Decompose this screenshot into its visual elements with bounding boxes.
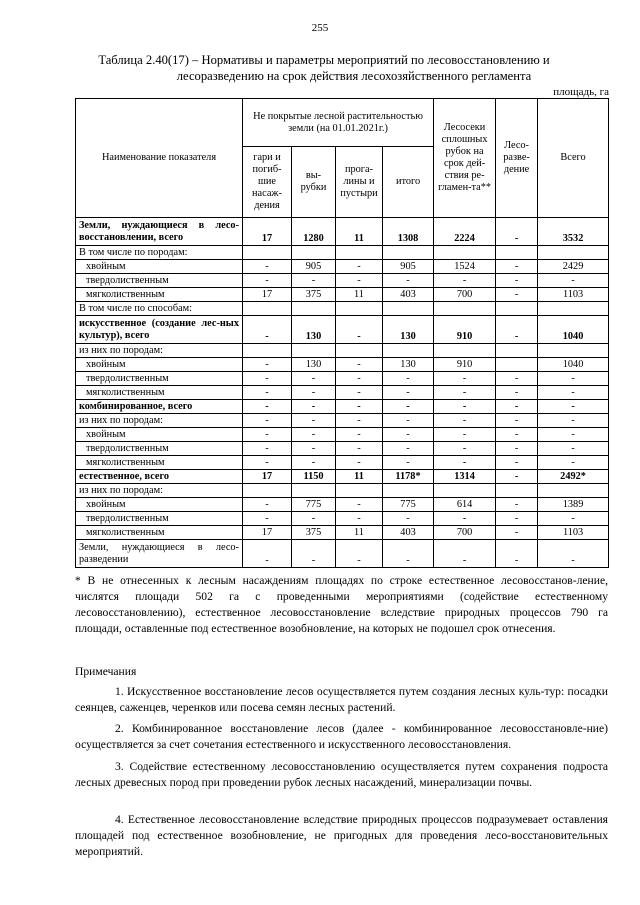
cell-value (292, 302, 336, 316)
cell-value: - (383, 512, 434, 526)
row-label: Земли, нуждающиеся в лесо-разведении (76, 540, 243, 568)
cell-value: 1308 (383, 218, 434, 246)
cell-value: - (496, 512, 538, 526)
cell-value: - (496, 400, 538, 414)
cell-value: 403 (383, 288, 434, 302)
cell-value: - (538, 414, 609, 428)
cell-value: 403 (383, 526, 434, 540)
table-row (76, 274, 609, 288)
cell-value: - (496, 372, 538, 386)
cell-value (383, 302, 434, 316)
cell-value: - (496, 428, 538, 442)
cell-value: 1150 (292, 470, 336, 484)
cell-value: - (496, 442, 538, 456)
table-row (76, 498, 609, 512)
cell-value: - (496, 260, 538, 274)
table-row (76, 246, 609, 260)
cell-value: - (243, 456, 292, 470)
cell-value (538, 484, 609, 498)
row-label: В том числе по способам: (76, 302, 243, 316)
cell-value: 1280 (292, 218, 336, 246)
table-row (76, 540, 609, 568)
cell-value: - (292, 414, 336, 428)
cell-value: - (383, 386, 434, 400)
cell-value: - (496, 540, 538, 568)
cell-value (496, 358, 538, 372)
cell-value: - (336, 400, 383, 414)
cell-value: 905 (292, 260, 336, 274)
cell-value (434, 302, 496, 316)
cell-value: - (434, 428, 496, 442)
cell-value: 775 (292, 498, 336, 512)
cell-value: 910 (434, 358, 496, 372)
cell-value: - (336, 260, 383, 274)
row-label: хвойным (76, 498, 243, 512)
cell-value (336, 246, 383, 260)
cell-value (496, 344, 538, 358)
cell-value: - (496, 274, 538, 288)
cell-value: 130 (292, 316, 336, 344)
cell-value (292, 246, 336, 260)
note-3: 3. Содействие естественному лесовосстановлению осуществляется путем сохранения подроста лесных древесных пород при проведении рубок лесных насаждений, минерализации почвы. (75, 760, 608, 789)
cell-value: - (434, 386, 496, 400)
table-row (76, 470, 609, 484)
cell-value: - (496, 316, 538, 344)
cell-value (434, 246, 496, 260)
row-label: Земли, нуждающиеся в лесо-восстановлении, всего (76, 218, 243, 246)
cell-value: - (383, 540, 434, 568)
cell-value: 11 (336, 470, 383, 484)
cell-value: - (538, 274, 609, 288)
cell-value: - (434, 512, 496, 526)
cell-value: - (336, 274, 383, 288)
cell-value: 1178* (383, 470, 434, 484)
table-row (76, 260, 609, 274)
cell-value: 2429 (538, 260, 609, 274)
cell-value: - (243, 540, 292, 568)
norms-table (75, 98, 609, 568)
cell-value (496, 302, 538, 316)
row-label: мягколиственным (76, 386, 243, 400)
table-row (76, 414, 609, 428)
cell-value (496, 246, 538, 260)
cell-value: - (243, 414, 292, 428)
cell-value: - (434, 540, 496, 568)
cell-value: - (292, 386, 336, 400)
cell-value: 905 (383, 260, 434, 274)
cell-value: 2224 (434, 218, 496, 246)
row-label: твердолиственным (76, 512, 243, 526)
notes-title: Примечания (75, 665, 137, 678)
note-1: 1. Искусственное восстановление лесов осуществляется путем создания лесных куль-тур: посадки сеянцев, саженцев, черенков или посева семян лесных растений. (75, 685, 608, 714)
cell-value (434, 344, 496, 358)
row-label: из них по породам: (76, 344, 243, 358)
table-row (76, 344, 609, 358)
cell-value (243, 302, 292, 316)
cell-value: 700 (434, 526, 496, 540)
cell-value: - (383, 400, 434, 414)
cell-value: - (496, 456, 538, 470)
row-label: твердолиственным (76, 442, 243, 456)
cell-value: 2492* (538, 470, 609, 484)
cell-value: - (538, 540, 609, 568)
cell-value: 11 (336, 218, 383, 246)
cell-value: - (538, 400, 609, 414)
caption-line-1: Таблица 2.40(17) – Нормативы и параметры мероприятий по лесовосстановлению и (98, 53, 550, 67)
cell-value: - (243, 260, 292, 274)
cell-value: - (292, 512, 336, 526)
cell-value: - (243, 274, 292, 288)
header-subtotal: итого (383, 147, 434, 218)
cell-value: - (336, 316, 383, 344)
cell-value: - (243, 512, 292, 526)
cell-value: - (538, 442, 609, 456)
header-burned: гари и погиб-шие насаж-дения (243, 147, 292, 218)
cell-value: 11 (336, 288, 383, 302)
table-row (76, 526, 609, 540)
row-label: искусственное (создание лес-ных культур), всего (76, 316, 243, 344)
cell-value: - (292, 400, 336, 414)
cell-value: - (243, 400, 292, 414)
cell-value: - (292, 456, 336, 470)
cell-value (538, 246, 609, 260)
table-row (76, 218, 609, 246)
cell-value: - (383, 372, 434, 386)
row-label: мягколиственным (76, 526, 243, 540)
cell-value: - (292, 274, 336, 288)
note-4: 4. Естественное лесовосстановление вследствие природных процессов подразумевает оставления площадей под естественное возобновление, не пригодных для проведения лесо-восстановительных мероприятий. (75, 813, 608, 858)
table-row (76, 456, 609, 470)
row-label: хвойным (76, 428, 243, 442)
cell-value (383, 246, 434, 260)
row-label: естественное, всего (76, 470, 243, 484)
row-label: из них по породам: (76, 484, 243, 498)
cell-value: - (538, 428, 609, 442)
cell-value: - (243, 498, 292, 512)
cell-value (538, 344, 609, 358)
cell-value: - (336, 372, 383, 386)
table-row (76, 428, 609, 442)
row-label: комбинированное, всего (76, 400, 243, 414)
cell-value (243, 484, 292, 498)
header-clearcuts: Лесосеки сплошных рубок на срок дей-ствия ре-гламен-та** (434, 99, 496, 218)
cell-value: - (383, 414, 434, 428)
header-gaps: прога-лины и пустыри (336, 147, 383, 218)
cell-value: 130 (383, 316, 434, 344)
header-cut: вы-рубки (292, 147, 336, 218)
cell-value: - (383, 442, 434, 456)
cell-value (434, 484, 496, 498)
cell-value: - (383, 456, 434, 470)
cell-value: - (538, 456, 609, 470)
cell-value: 700 (434, 288, 496, 302)
cell-value (336, 344, 383, 358)
page-number: 255 (311, 22, 329, 34)
cell-value (383, 344, 434, 358)
cell-value: - (434, 372, 496, 386)
cell-value: 1103 (538, 288, 609, 302)
cell-value: - (292, 372, 336, 386)
cell-value: 910 (434, 316, 496, 344)
cell-value (538, 302, 609, 316)
cell-value: - (336, 414, 383, 428)
cell-value: - (496, 386, 538, 400)
cell-value: - (292, 540, 336, 568)
cell-value: 375 (292, 526, 336, 540)
cell-value (243, 344, 292, 358)
table-row (76, 484, 609, 498)
note-2: 2. Комбинированное восстановление лесов (далее - комбинированное лесовосстановле-ние) осуществляется за счет сочетания естественного и искусственного лесовосстановления. (75, 722, 608, 751)
cell-value: 1314 (434, 470, 496, 484)
cell-value (336, 484, 383, 498)
header-not-covered-group: Не покрытые лесной растительностью земли (на 01.01.2021г.) (243, 99, 434, 147)
cell-value: - (434, 442, 496, 456)
cell-value: - (434, 400, 496, 414)
row-label: В том числе по породам: (76, 246, 243, 260)
cell-value: - (336, 498, 383, 512)
cell-value: - (243, 442, 292, 456)
header-afforestation: Лесо-разве-дение (496, 99, 538, 218)
cell-value: - (538, 386, 609, 400)
table-row (76, 400, 609, 414)
cell-value: - (336, 540, 383, 568)
cell-value (383, 484, 434, 498)
cell-value: 1389 (538, 498, 609, 512)
unit-label: площадь, га (553, 86, 609, 98)
table-row (76, 288, 609, 302)
cell-value: - (243, 358, 292, 372)
table-row (76, 512, 609, 526)
table-row (76, 316, 609, 344)
cell-value: 130 (383, 358, 434, 372)
cell-value: - (434, 414, 496, 428)
table-row (76, 358, 609, 372)
table-row (76, 442, 609, 456)
cell-value: - (496, 218, 538, 246)
cell-value: - (496, 414, 538, 428)
cell-value: 17 (243, 218, 292, 246)
cell-value (496, 484, 538, 498)
cell-value: 3532 (538, 218, 609, 246)
cell-value: 1524 (434, 260, 496, 274)
cell-value: - (336, 428, 383, 442)
cell-value: - (538, 372, 609, 386)
cell-value (292, 484, 336, 498)
cell-value: - (496, 526, 538, 540)
cell-value: 11 (336, 526, 383, 540)
row-label: хвойным (76, 358, 243, 372)
cell-value: 17 (243, 470, 292, 484)
header-name: Наименование показателя (76, 99, 243, 218)
cell-value (336, 302, 383, 316)
row-label: мягколиственным (76, 456, 243, 470)
cell-value: 1040 (538, 316, 609, 344)
footnote: * В не отнесенных к лесным насаждениям площадях по строке естественное лесовосстанов-ление, числятся площади 502 га с проведенными мероприятиями (содействие естественному лесовосстановлению), естественное лесовосстановление вследствие природных процессов 790 га площади, оставленные под естественное возобновление, на которых не подошел срок отнесения. (75, 574, 608, 635)
cell-value: - (336, 512, 383, 526)
cell-value: - (434, 456, 496, 470)
cell-value: 614 (434, 498, 496, 512)
table-row (76, 386, 609, 400)
row-label: твердолиственным (76, 274, 243, 288)
cell-value: - (243, 372, 292, 386)
cell-value: - (496, 470, 538, 484)
cell-value: - (434, 274, 496, 288)
cell-value: 1040 (538, 358, 609, 372)
cell-value: 375 (292, 288, 336, 302)
cell-value: - (336, 456, 383, 470)
cell-value: - (496, 498, 538, 512)
row-label: хвойным (76, 260, 243, 274)
cell-value: - (538, 512, 609, 526)
cell-value: 1103 (538, 526, 609, 540)
cell-value (292, 344, 336, 358)
cell-value: - (336, 442, 383, 456)
cell-value: 17 (243, 288, 292, 302)
cell-value: 775 (383, 498, 434, 512)
cell-value: - (336, 358, 383, 372)
row-label: из них по породам: (76, 414, 243, 428)
cell-value: - (292, 442, 336, 456)
table-row (76, 372, 609, 386)
table-caption (40, 52, 608, 84)
cell-value (243, 246, 292, 260)
cell-value: - (243, 386, 292, 400)
caption-line-2: лесоразведению на срок действия лесохозяйственного регламента (176, 69, 532, 83)
cell-value: - (243, 428, 292, 442)
cell-value: - (292, 428, 336, 442)
header-total-all: Всего (538, 99, 609, 218)
cell-value: 17 (243, 526, 292, 540)
cell-value: - (336, 386, 383, 400)
row-label: мягколиственным (76, 288, 243, 302)
row-label: твердолиственным (76, 372, 243, 386)
cell-value: - (383, 428, 434, 442)
cell-value: - (496, 288, 538, 302)
cell-value: 130 (292, 358, 336, 372)
table-row (76, 302, 609, 316)
cell-value: - (243, 316, 292, 344)
cell-value: - (383, 274, 434, 288)
